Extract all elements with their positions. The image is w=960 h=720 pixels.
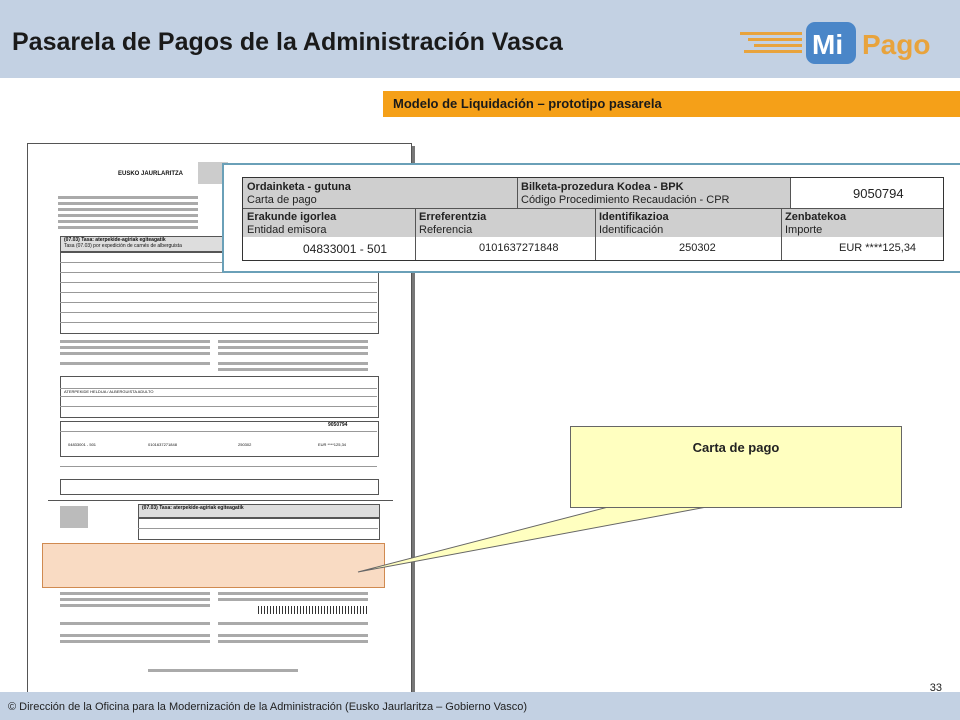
- callout-label: Carta de pago: [692, 440, 780, 455]
- importe-value: EUR ****125,34: [839, 242, 917, 254]
- zoom-detail: [222, 163, 960, 273]
- doc-code: 9050794: [328, 422, 348, 428]
- cpr-label: Código Procedimiento Recaudación - CPR: [521, 194, 730, 206]
- doc-header: EUSKO JAURLARITZA: [118, 171, 184, 177]
- zenbatekoa-label: Zenbatekoa: [785, 211, 847, 223]
- page-number: 33: [929, 682, 942, 694]
- doc-tasa-es: Tasa (07.03) por expedición de carnés de alberguista: [64, 243, 182, 249]
- footer-copyright: © Dirección de la Oficina para la Modernización de la Administración (Eusko Jaurlaritza – Gobierno Vasco): [8, 701, 528, 713]
- importe-label: Importe: [785, 224, 823, 236]
- erreferentzia-label: Erreferentzia: [419, 211, 487, 223]
- doc-referencia-value: 0101637271848: [148, 442, 177, 447]
- referencia-label: Referencia: [419, 224, 473, 236]
- referencia-value: 0101637271848: [479, 242, 559, 254]
- page-title: Pasarela de Pagos de la Administración Vasca: [12, 28, 563, 56]
- ordainketa-label: Ordainketa - gutuna: [247, 181, 351, 193]
- entidad-value: 04833001 - 501: [303, 242, 388, 256]
- identificacion-label: Identificación: [599, 224, 664, 236]
- carta-label: Carta de pago: [247, 194, 317, 206]
- doc-identificacion-value: 250302: [238, 442, 252, 447]
- entidad-label: Entidad emisora: [247, 224, 327, 236]
- payment-slip-detail: [242, 177, 944, 261]
- erakunde-label: Erakunde igorlea: [247, 211, 337, 223]
- doc-tasa-stub: (07.03) Tasa: aterpekide-agiriak egiteagatik: [142, 505, 244, 511]
- doc-importe-value: EUR ****125,34: [318, 442, 347, 447]
- doc-entidad-value: 04833001 - 501: [68, 442, 97, 447]
- section-title: Modelo de Liquidación – prototipo pasarela: [393, 96, 662, 111]
- logo-pago-text: Pago: [862, 29, 931, 60]
- bpk-label: Bilketa-prozedura Kodea - BPK: [521, 181, 684, 193]
- doc-aterpekide: ATERPEKIDE HELDUA / ALBERGUISTA ADULTO: [64, 389, 154, 394]
- identifikazioa-label: Identifikazioa: [599, 211, 669, 223]
- identificacion-value: 250302: [679, 242, 716, 254]
- logo-mi-text: Mi: [812, 29, 844, 60]
- doc-tasa: (07.03) Tasa: aterpekide-agiriak egiteagatik: [64, 237, 166, 243]
- cpr-code-value: 9050794: [853, 186, 904, 201]
- callout-box: [570, 426, 902, 508]
- footer-bar: [0, 682, 960, 720]
